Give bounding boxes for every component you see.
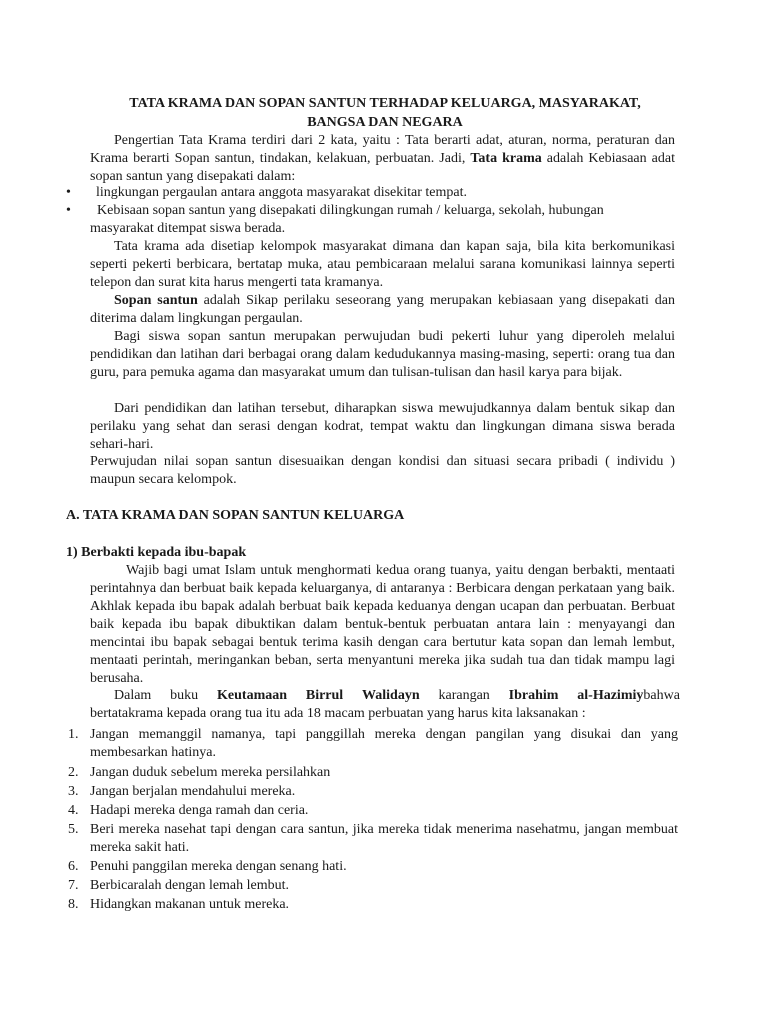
title-line-1: TATA KRAMA DAN SOPAN SANTUN TERHADAP KELUARGA, MASYARAKAT, — [129, 96, 641, 111]
book-reference-line: Dalam buku Keutamaan Birrul Walidayn karangan Ibrahim al-Hazimiybahwa — [114, 688, 680, 703]
section-a-heading: A. TATA KRAMA DAN SOPAN SANTUN KELUARGA — [66, 508, 405, 523]
term-tata-krama: Tata krama — [470, 151, 542, 166]
subsection-1-paragraph: Wajib bagi umat Islam untuk menghormati kedua orang tuanya, yaitu dengan berbakti, mentaati perintahnya dan berbuat baik kepada keluarganya, di antaranya : Berbicara dengan perkataan yang baik. Akhlak kepada ibu bapak adalah berbuat baik kepada keduanya dengan ucapan dan perbuatan. Berbuat baik kepada ibu bapak dibuktikan dalam bentuk-bentuk perbuatan antara lain : menyayangi dan mencintai ibu bapak sebagai bentuk terima kasih dengan cara bertutur kata sopan dan lemah lembut, mentaati perintah, meringankan beban, serta menyantuni mereka jika sudah tua dan tidak mampu lagi berusaha. — [90, 563, 675, 686]
book-title: Birrul — [305, 688, 344, 703]
document-title — [90, 94, 680, 132]
book-reference-line-2: bertatakrama kepada orang tua itu ada 18 macam perbuatan yang harus kita laksanakan : — [90, 706, 586, 721]
bullet-dot: • — [66, 203, 71, 218]
book-title: Walidayn — [362, 688, 420, 703]
book-title: Keutamaan — [217, 688, 288, 703]
bullet-text: Kebisaan sopan santun yang disepakati dilingkungan rumah / keluarga, sekolah, hubungan — [97, 203, 604, 218]
document-page: TATA KRAMA DAN SOPAN SANTUN TERHADAP KELUARGA, MASYARAKAT, BANGSA DAN NEGARA Pengertian Tata Krama terdiri dari 2 kata, yaitu : Tata berarti adat, aturan, norma, peraturan dan Krama berarti Sopan santun, tindakan, kelakuan, perbuatan. Jadi, Tata krama adalah Kebiasaan adat sopan santun yang disepakati dalam: • lingkungan pergaulan antara anggota masyarakat disekitar tempat. • Kebisaan sopan santun yang disepakati dilingkungan rumah / keluarga, sekolah, hubungan masyarakat ditempat siswa berada. Tata krama ada disetiap kelompok masyarakat dimana dan kapan saja, bila kita berkomunikasi seperti pekerti berbicara, bertatap muka, atau pembicaraan melalui sarana komunikasi lainnya seperti telepon dan surat kita harus mengerti tata kramanya. Sopan santun adalah Sikap perilaku seseorang yang merupakan kebiasaan yang disepakati dan diterima dalam lingkungan pergaulan. Bagi siswa sopan santun merupakan perwujudan budi pekerti luhur yang diperoleh melalui pendidikan dan latihan dari berbagai orang dalam kedudukannya masing-masing, seperti: orang tua dan guru, para pemuka agama dan masyarakat umum dan tulisan-tulisan dan hasil karya para bijak. Dari pendidikan dan latihan tersebut, diharapkan siswa mewujudkannya dalam bentuk sikap dan perilaku yang sehat dan serasi dengan kodrat, tempat waktu dan lingkungan dimana siswa berada sehari-hari. Perwujudan nilai sopan santun disesuaikan dengan kondisi dan situasi secara pribadi ( individu ) maupun secara kelompok. A. TATA KRAMA DAN SOPAN SANTUN KELUARGA 1) Berbakti kepada ibu-bapak Wajib bagi umat Islam untuk menghormati kedua orang tuanya, yaitu dengan berbakti, mentaati perintahnya dan berbuat baik kepada keluarganya, di antaranya : Berbicara dengan perkataan yang baik. Akhlak kepada ibu bapak adalah berbuat baik kepada keduanya dengan ucapan dan perbuatan. Berbuat baik kepada ibu bapak dibuktikan dalam bentuk-bentuk perbuatan antara lain : menyayangi dan mencintai ibu bapak sebagai bentuk terima kasih dengan cara bertutur kata sopan dan lemah lembut, mentaati perintah, meringankan beban, serta menyantuni mereka jika sudah tua dan tidak mampu lagi berusaha. Dalam buku Keutamaan Birrul Walidayn karangan Ibrahim al-Hazimiybahwa bertatakrama kepada orang tua itu ada 18 macam perbuatan yang harus kita laksanakan : 1. Jangan memanggil namanya, tapi panggillah mereka dengan pangilan yang disukai dan yang membesarkan hatinya. 2. Jangan duduk sebelum mereka persilahkan 3. Jangan berjalan mendahului mereka. 4. Hadapi mereka denga ramah dan ceria. 5. Beri mereka nasehat tapi dengan cara santun, jika mereka tidak menerima nasehatmu, jangan membuat mereka sakit hati. 6. Penuhi panggilan mereka dengan senang hati. 7. Berbicaralah dengan lemah lembut. 8. Hidangkan makanan untuk mereka. — [0, 0, 768, 1024]
bullet-text: lingkungan pergaulan antara anggota masyarakat disekitar tempat. — [96, 185, 467, 200]
author-name: Ibrahim — [508, 688, 559, 703]
intro-paragraph-1: Pengertian Tata Krama terdiri dari 2 kata, yaitu : Tata berarti adat, aturan, norma, peraturan dan Krama berarti Sopan santun, tindakan, kelakuan, perbuatan. Jadi, Tata krama adalah Kebiasaan adat sopan santun yang disepakati dalam: — [90, 133, 675, 184]
bullet-text-continued: masyarakat ditempat siswa berada. — [90, 221, 286, 236]
intro-paragraph-2: Tata krama ada disetiap kelompok masyarakat dimana dan kapan saja, bila kita berkomunikasi seperti pekerti berbicara, bertatap muka, atau pembicaraan melalui sarana komunikasi lainnya seperti telepon dan surat kita harus mengerti tata kramanya. — [90, 239, 675, 290]
intro-paragraph-5: Dari pendidikan dan latihan tersebut, diharapkan siswa mewujudkannya dalam bentuk sikap dan perilaku yang sehat dan serasi dengan kodrat, tempat waktu dan lingkungan dimana siswa berada sehari-hari. — [90, 401, 675, 452]
intro-paragraph-6: Perwujudan nilai sopan santun disesuaikan dengan kondisi dan situasi secara pribadi ( individu ) maupun secara kelompok. — [90, 454, 675, 487]
author-name: al-Hazimiy — [577, 688, 644, 703]
subsection-1-heading: 1) Berbakti kepada ibu-bapak — [66, 545, 247, 560]
intro-paragraph-3: Sopan santun adalah Sikap perilaku seseorang yang merupakan kebiasaan yang disepakati dan diterima dalam lingkungan pergaulan. — [90, 293, 676, 326]
title-line-2: BANGSA DAN NEGARA — [307, 115, 463, 130]
intro-paragraph-4: Bagi siswa sopan santun merupakan perwujudan budi pekerti luhur yang diperoleh melalui pendidikan dan latihan dari berbagai orang dalam kedudukannya masing-masing, seperti: orang tua dan guru, para pemuka agama dan masyarakat umum dan tulisan-tulisan dan hasil karya para bijak. — [90, 329, 675, 380]
bullet-dot: • — [66, 185, 71, 200]
term-sopan-santun: Sopan santun — [114, 293, 198, 308]
